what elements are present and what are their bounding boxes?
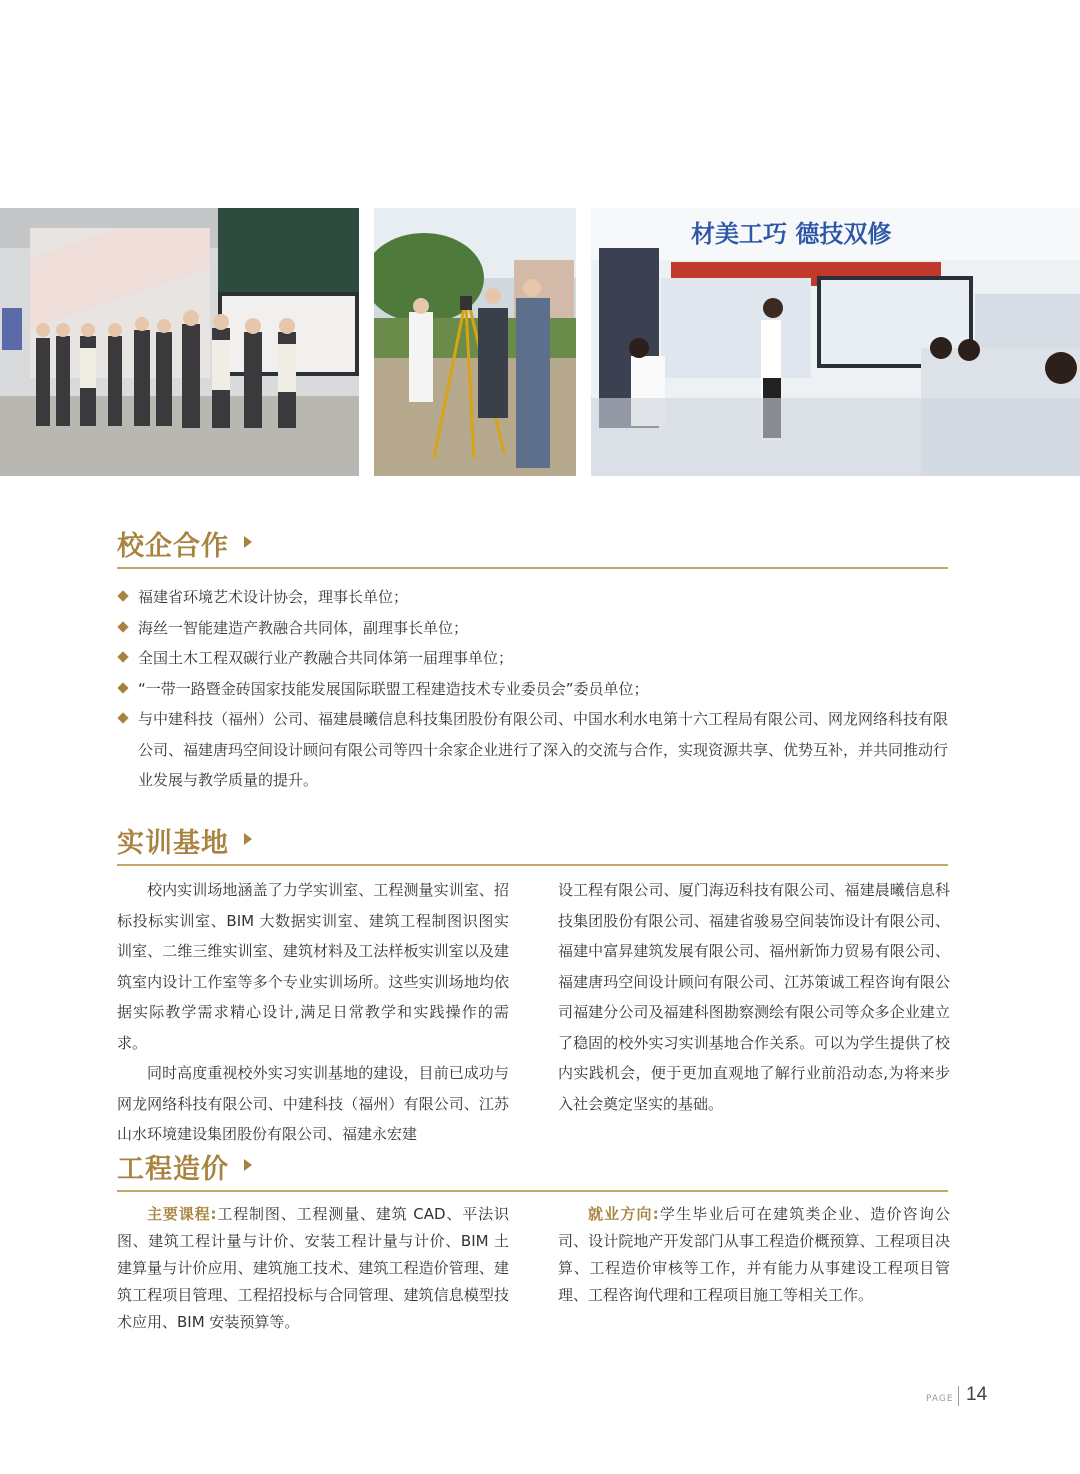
classroom-photo [591,208,1080,476]
section-title-cost: 工程造价 [117,1154,229,1185]
career-paragraph [558,1201,950,1309]
chevron-right-icon [244,1159,252,1171]
page-number: 14 [966,1384,988,1405]
section-divider [117,864,948,866]
diamond-bullet-icon [117,590,128,601]
courses-paragraph [117,1201,509,1336]
section-divider [117,1190,948,1192]
training-paragraph-2: 同时高度重视校外实习实训基地的建设，目前已成功与网龙网络科技有限公司、中建科技（福州）有限公司、江苏山水环境建设集团股份有限公司、福建永宏建 [117,1064,509,1143]
career-label: 就业方向: [588,1205,659,1223]
list-item [117,643,952,674]
section-title-cooperation: 校企合作 [117,531,229,562]
training-paragraph-3: 设工程有限公司、厦门海迈科技有限公司、福建晨曦信息科技集团股份有限公司、福建省骏易空间装饰设计有限公司、福建中富昇建筑发展有限公司、福州新饰力贸易有限公司、福建唐玛空间设计顾问有限公司、江苏策诚工程咨询有限公司福建分公司及福建科图勘察测绘有限公司等众多企业建立了稳固的校外实习实训基地合作关系。可以为学生提供了校内实践机会，便于更加直观地了解行业前沿动态,为将来步入社会奠定坚实的基础。 [558,881,950,1113]
diamond-bullet-icon [117,621,128,632]
diamond-bullet-icon [117,682,128,693]
courses-label: 主要课程: [147,1205,217,1223]
diamond-bullet-icon [117,651,128,662]
training-left-column [117,875,509,1150]
training-right-column [558,875,950,1119]
group-photo [0,208,359,476]
list-item [117,704,952,796]
career-text: 学生毕业后可在建筑类企业、造价咨询公司、设计院地产开发部门从事工程造价概预算、工程项目决算、工程造价审核等工作，并有能力从事建设工程项目管理、工程咨询代理和工程项目施工等相关工作。 [558,1205,950,1304]
list-item [117,582,952,613]
diamond-bullet-icon [117,712,128,723]
career-column [558,1201,950,1309]
courses-text: 工程制图、工程测量、建筑 CAD、平法识图、建筑工程计量与计价、安装工程计量与计价、BIM 土建算量与计价应用、建筑施工技术、建筑工程造价管理、建筑工程项目管理、工程招投标与合同管理、建筑信息模型技术应用、BIM 安装预算等。 [117,1205,510,1331]
training-paragraph-1: 校内实训场地涵盖了力学实训室、工程测量实训室、招标投标实训室、BIM 大数据实训室、建筑工程制图识图实训室、二维三维实训室、建筑材料及工法样板实训室以及建筑室内设计工作室等多个专业实训场所。这些实训场地均依据实际教学需求精心设计,满足日常教学和实践操作的需求。 [117,881,509,1052]
courses-column [117,1201,509,1336]
page-label: PAGE [926,1394,954,1404]
banner-text: 材美工巧 德技双修 [691,220,892,248]
list-item-text: 福建省环境艺术设计协会，理事长单位； [138,588,409,606]
list-item-text: 与中建科技（福州）公司、福建晨曦信息科技集团股份有限公司、中国水利水电第十六工程局有限公司、网龙网络科技有限公司、福建唐玛空间设计顾问有限公司等四十余家企业进行了深入的交流与合作，实现资源共享、优势互补，并共同推动行业发展与教学质量的提升。 [138,710,949,789]
cooperation-list [117,582,952,796]
section-divider [117,567,948,569]
section-title-training: 实训基地 [117,828,229,859]
list-item [117,674,952,705]
page-divider [958,1386,959,1406]
chevron-right-icon [244,833,252,845]
surveying-photo [374,208,576,476]
list-item-text: “一带一路暨金砖国家技能发展国际联盟工程建造技术专业委员会”委员单位； [138,679,649,698]
list-item [117,613,952,644]
chevron-right-icon [244,536,252,548]
list-item-text: 海丝一智能建造产教融合共同体，副理事长单位； [138,618,469,637]
list-item-text: 全国土木工程双碳行业产教融合共同体第一届理事单位； [138,649,514,667]
